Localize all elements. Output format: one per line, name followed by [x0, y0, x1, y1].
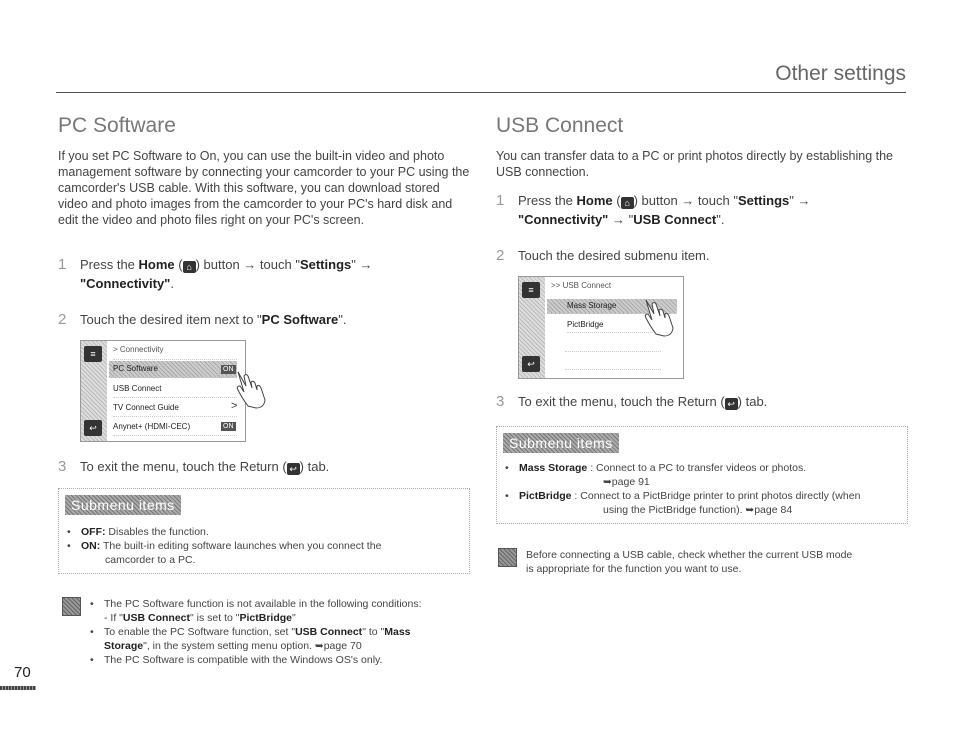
return-icon[interactable]: ↩ — [84, 420, 102, 436]
home-icon: ⌂ — [183, 261, 196, 273]
usb-submenu-box — [496, 426, 908, 524]
usb-step-3: 3 To exit the menu, touch the Return ( ↩ ) tab. — [496, 393, 768, 410]
screen-sidebar — [519, 277, 545, 378]
step-text: Press the Home ( ⌂ ) button → touch "Settings" → "Connectivity". — [80, 257, 373, 291]
step-number: 1 — [58, 256, 67, 273]
screen-divider — [565, 351, 661, 352]
screen-row-anynet[interactable]: Anynet+ (HDMI-CEC) — [113, 419, 237, 436]
pc-software-intro: If you set PC Software to On, you can use the built-in video and photo management software by connecting your camcorder to your PC using the camcorder's USB cable. With this software, you can download stored video and photo images from the camcorder to your PC's hard disk and edit the video and photo files right on your PC's screen. — [58, 149, 470, 227]
pc-step-2: 2 Touch the desired item next to "PC Software". — [58, 311, 347, 328]
pc-software-heading: PC Software — [58, 114, 176, 137]
usb-connect-heading: USB Connect — [496, 114, 624, 137]
page-number: 70 — [14, 664, 31, 681]
on-badge[interactable]: ON — [223, 366, 234, 373]
header-divider — [56, 92, 906, 93]
screen-row-pc-software[interactable]: PC Software — [109, 361, 237, 378]
screen-row-pictbridge[interactable]: PictBridge — [567, 318, 667, 333]
pc-step-1 — [58, 255, 470, 295]
submenu-item-mass-storage: • Mass Storage : Connect to a PC to transfer videos or photos. ➥page 91 — [505, 462, 807, 488]
usb-step-1: 1 Press the Home ( ⌂ ) button → touch "Settings" → "Connectivity" → "USB Connect". — [496, 192, 811, 227]
screen-title: > Connectivity — [113, 345, 237, 360]
submenu-item-pictbridge: • PictBridge : Connect to a PictBridge printer to print photos directly (when using the PictBridge function). ➥page 84 — [505, 490, 861, 516]
screen-row-mass-storage[interactable]: Mass Storage — [547, 299, 677, 314]
screen-row-tv-connect-guide[interactable]: TV Connect Guide — [113, 400, 237, 417]
usb-connect-intro: You can transfer data to a PC or print photos directly by establishing the USB connection. — [496, 149, 893, 179]
hand-pointer-icon — [232, 368, 268, 410]
pc-step-3: 3 To exit the menu, touch the Return ( ↩ ) tab. — [58, 458, 330, 475]
submenu-item-on: • ON: The built-in editing software launches when you connect the camcorder to a PC. — [67, 540, 382, 566]
submenu-title: Submenu items — [503, 433, 619, 453]
submenu-title: Submenu items — [65, 495, 181, 515]
return-icon: ↩ — [725, 398, 738, 410]
page-header-title: Other settings — [775, 62, 906, 85]
pc-software-notes: • The PC Software function is not available in the following conditions: - If "USB Connect" is set to "PictBridge" • To enable the PC Software function, set "USB Connect" to "Mass Storage", in the system setting menu option. ➥page 70 • The PC Software is compatible with the Windows OS's only. — [90, 598, 422, 666]
screen-row-usb-connect[interactable]: USB Connect — [113, 381, 237, 398]
on-badge[interactable]: ON — [223, 423, 234, 430]
note-icon — [62, 597, 81, 616]
screen-divider — [565, 369, 661, 370]
menu-icon: ≡ — [84, 346, 102, 362]
hand-pointer-icon — [640, 296, 676, 338]
chevron-right-icon[interactable]: > — [231, 400, 238, 412]
note-icon — [498, 548, 517, 567]
return-icon[interactable]: ↩ — [522, 356, 540, 372]
screen-sidebar — [81, 341, 107, 441]
home-icon: ⌂ — [621, 197, 634, 209]
return-icon: ↩ — [287, 463, 300, 475]
submenu-item-off: • OFF: Disables the function. — [67, 526, 209, 538]
menu-icon: ≡ — [522, 282, 540, 298]
usb-step-2: 2 Touch the desired submenu item. — [496, 247, 710, 264]
page-number-bar — [0, 686, 36, 690]
screen-title: >> USB Connect — [551, 281, 612, 290]
pc-submenu-box — [58, 488, 470, 574]
connectivity-screen — [80, 340, 246, 442]
usb-connect-note: Before connecting a USB cable, check whether the current USB mode is appropriate for the function you want to use. — [526, 549, 853, 575]
